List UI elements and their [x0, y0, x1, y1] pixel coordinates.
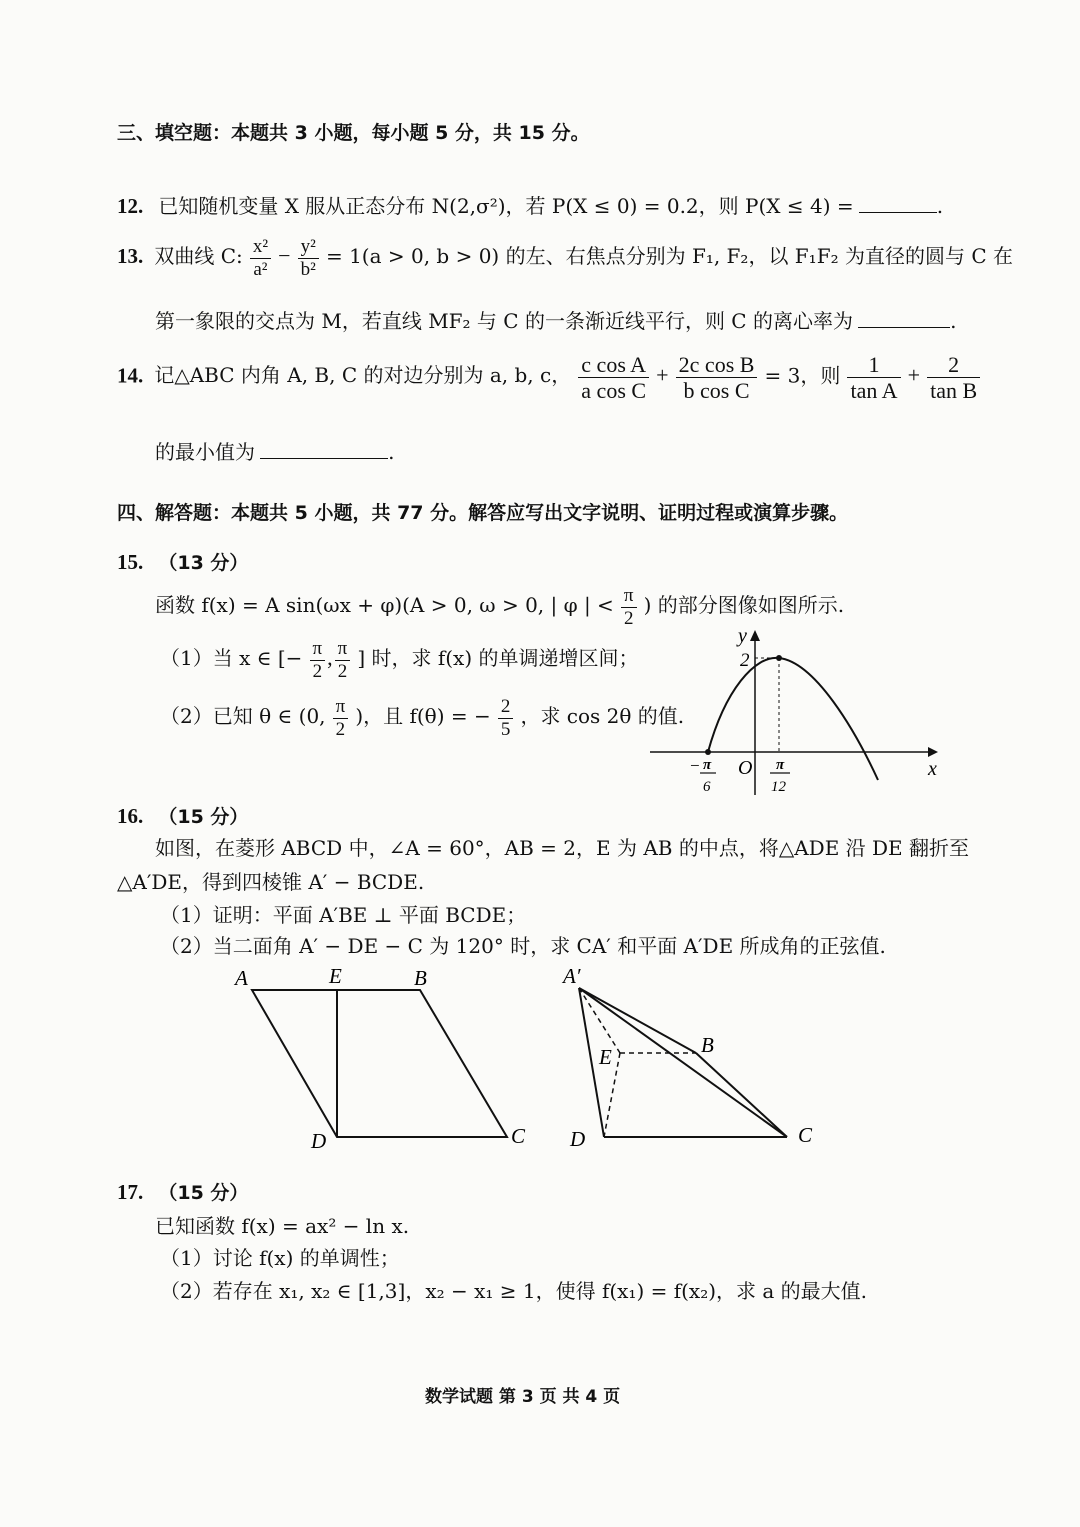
question-text: = 1(a > 0, b > 0) 的左、右焦点分别为 F₁, F₂，以 F₁F₂ 为直径的圆与 C 在: [325, 243, 1013, 268]
vertex-C: C: [798, 1123, 813, 1147]
rhombus-outline: [252, 990, 507, 1137]
period: .: [936, 194, 944, 218]
question-score: （13 分）: [158, 552, 249, 574]
vertex-E: E: [329, 964, 342, 988]
question-score: （15 分）: [158, 806, 249, 828]
origin-label: O: [738, 757, 753, 779]
question-13-line2: [155, 305, 956, 334]
question-text: 函数 f(x) = A sin(ωx + φ)(A > 0, ω > 0, | φ | <: [155, 592, 614, 617]
y-label: y: [738, 625, 747, 647]
question-17-header: [117, 1178, 248, 1205]
edge-A-B: [579, 988, 696, 1053]
fraction-pi-2: $\frac{\pi}{2}$: [621, 585, 637, 630]
left-zero-sign: −: [689, 756, 701, 775]
part-text: ] 时，求 f(x) 的单调递增区间；: [357, 645, 639, 670]
vertex-B: B: [414, 966, 427, 990]
question-number: 12.: [117, 194, 144, 218]
question-17-part2: （2）若存在 x₁, x₂ ∈ [1,3]，x₂ − x₁ ≥ 1，使得 f(x₁) = f(x₂)，求 a 的最大值.: [160, 1279, 868, 1303]
fraction-pi-2: $\frac{\pi}{2}$: [333, 696, 349, 741]
vertex-D: D: [311, 1129, 327, 1153]
x-label: x: [928, 758, 937, 780]
section-heading: 三、填空题：本题共 3 小题，每小题 5 分，共 15 分。: [117, 122, 590, 144]
question-text: 记△ABC 内角 A, B, C 的对边分别为 a, b, c，: [154, 363, 572, 388]
period: .: [950, 309, 957, 333]
plus-sign: +: [656, 362, 669, 388]
vertex-A-prime: A′: [563, 964, 581, 988]
question-number: 17.: [117, 1180, 144, 1204]
vertex-B: B: [701, 1033, 714, 1057]
vertex-A: A: [235, 966, 248, 990]
question-15-header: [117, 548, 248, 575]
question-score: （15 分）: [158, 1182, 249, 1204]
page-footer: 数学试题 第 3 页 共 4 页: [425, 1387, 621, 1407]
fraction-2ccosB: $\frac{\text{2c cos B}}{\text{b cos C}}$: [676, 352, 758, 404]
comma: ,: [327, 644, 333, 670]
left-zero-num: π: [703, 757, 712, 773]
fraction-y2-b2: $\frac{\text{y²}}{\text{b²}}$: [298, 236, 319, 281]
peak-x-den: 12: [771, 779, 786, 795]
left-zero-den: 6: [703, 779, 711, 795]
fraction-x2-a2: $\frac{\text{x²}}{\text{a²}}$: [250, 236, 271, 281]
question-text: 的最小值为: [155, 440, 255, 464]
question-16-part1: （1）证明：平面 A′BE ⊥ 平面 BCDE；: [160, 903, 527, 927]
fraction-2-5: $\frac{2}{5}$: [498, 696, 514, 741]
question-17-intro: 已知函数 f(x) = ax² − ln x.: [155, 1214, 410, 1238]
part-text: （1）当 x ∈ [−: [160, 645, 303, 670]
question-number: 15.: [117, 550, 144, 574]
question-text: 双曲线 C:: [154, 243, 243, 268]
fraction-pi-2: $\frac{\pi}{2}$: [310, 638, 326, 683]
question-number: 16.: [117, 804, 144, 828]
question-15-part2: [160, 696, 684, 741]
question-14-line2: [155, 436, 394, 465]
question-number: 13.: [117, 243, 144, 268]
part-text: )，且 f(θ) = −: [355, 703, 491, 728]
answer-blank[interactable]: [858, 309, 950, 328]
answer-blank[interactable]: [859, 194, 937, 213]
equals-text: = 3，则: [764, 363, 841, 388]
question-number: 14.: [117, 363, 144, 388]
peak-value-label: 2: [740, 650, 750, 671]
question-14: [117, 352, 982, 404]
question-16-line1: 如图，在菱形 ABCD 中，∠A = 60°，AB = 2，E 为 AB 的中点，将△ADE 沿 DE 翻折至: [155, 836, 970, 860]
question-16-line2: △A′DE，得到四棱锥 A′ − BCDE.: [117, 870, 425, 894]
question-13: [117, 236, 1013, 281]
sine-curve: [708, 658, 878, 780]
plus-sign: +: [907, 362, 921, 388]
x-axis-arrow: [928, 747, 938, 757]
rhombus-figure: [225, 960, 545, 1155]
answer-blank[interactable]: [260, 440, 388, 459]
sine-graph-figure: [640, 620, 960, 805]
section-heading: 四、解答题：本题共 5 小题，共 77 分。解答应写出文字说明、证明过程或演算步骤。: [117, 502, 849, 524]
question-text: 第一象限的交点为 M，若直线 MF₂ 与 C 的一条渐近线平行，则 C 的离心率为: [155, 309, 853, 333]
period: .: [388, 440, 395, 464]
peak-x-num: π: [776, 757, 785, 773]
question-text: ) 的部分图像如图所示.: [643, 592, 845, 617]
minus-sign: −: [278, 242, 291, 268]
question-text: 已知随机变量 X 服从正态分布 N(2,σ²)，若 P(X ≤ 0) = 0.2，则 P(X ≤ 4) =: [158, 194, 854, 218]
question-16-header: [117, 802, 248, 829]
question-15-part1: [160, 638, 639, 683]
question-17-part1: （1）讨论 f(x) 的单调性；: [160, 1246, 400, 1270]
fraction-1-tanA: $\frac{1}{\text{tan A}}$: [847, 352, 900, 404]
vertex-D: D: [570, 1127, 586, 1151]
pyramid-figure: [555, 960, 835, 1155]
vertex-E: E: [599, 1045, 612, 1069]
question-12: [117, 190, 943, 219]
edge-B-C: [696, 1053, 787, 1137]
y-axis-arrow: [750, 630, 760, 641]
fraction-2-tanB: $\frac{2}{\text{tan B}}$: [927, 352, 980, 404]
zero-point: [705, 749, 711, 755]
fraction-pi-2: $\frac{\pi}{2}$: [335, 638, 351, 683]
fraction-ccosA: $\frac{\text{c cos A}}{\text{a cos C}}$: [578, 352, 649, 404]
question-16-part2: （2）当二面角 A′ − DE − C 为 120° 时，求 CA′ 和平面 A′DE 所成角的正弦值.: [160, 934, 886, 958]
part-text: （2）已知 θ ∈ (0,: [160, 703, 326, 728]
part-text: ，求 cos 2θ 的值.: [520, 703, 685, 728]
vertex-C: C: [511, 1124, 526, 1148]
